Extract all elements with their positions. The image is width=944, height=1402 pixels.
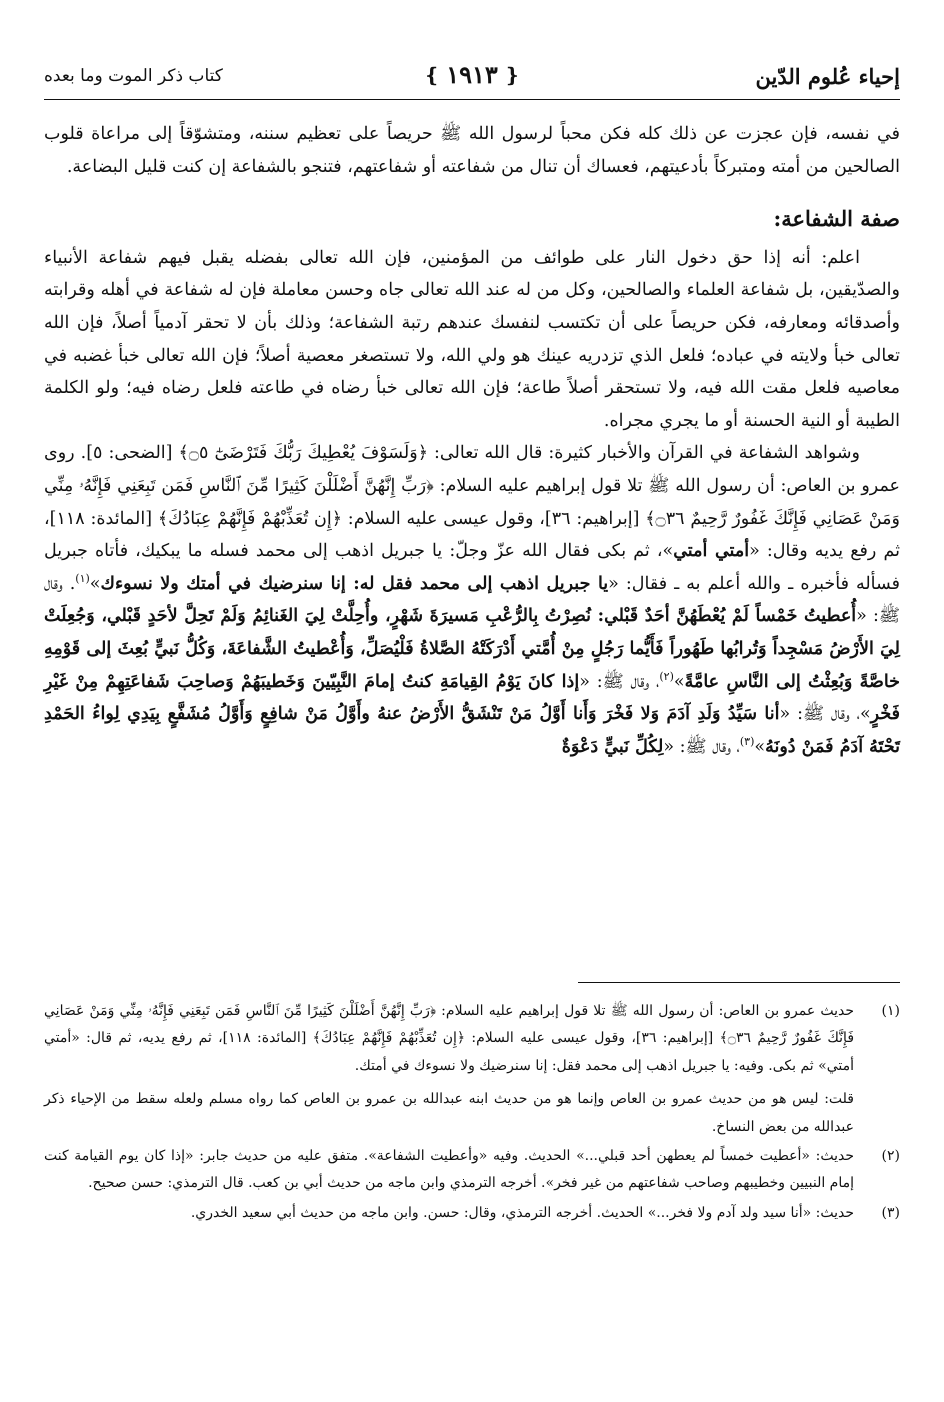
text-run: وشواهد الشفاعة في القرآن والأخبار كثيرة: قال الله تعالى: ﴿وَلَسَوْفَ يُعْطِيكَ رَبُّكَ فَتَرْضَىٰٓ ۝٥﴾ [الضحى: ٥]. روى عمرو بن العاص: أن رسول الله ﷺ تلا قول إبراهيم عليه السلام: ﴿رَبِّ إِنَّهُنَّ أَضْلَلْنَ كَثِيرًا مِّنَ ٱلنَّاسِ فَمَن تَبِعَنِي فَإِنَّهُۥ مِنِّي وَمَنْ عَصَانِي فَإِنَّكَ غَفُورٌ رَّحِيمٌ ۝٣٦﴾ [إبراهيم: ٣٦]، وقول عيسى عليه السلام: ﴿إِن تُعَذِّبْهُمْ فَإِنَّهُمْ عِبَادُكَ﴾ [المائدة: ١١٨]، ثم رفع يديه وقال: « [44,443,901,562]
hadith-quote: أمتي أمتي [673,541,750,562]
footnote-1 [44,998,900,1141]
footnote-3 [44,1200,900,1227]
hadith-quote: لِكُلِّ نَبيٍّ دَعْوَةٌ [561,736,664,757]
footnote-body [44,998,854,1141]
text-run: » [673,671,685,692]
footnote-number: (١) [881,1003,900,1019]
header-divider [44,99,900,100]
footnote-divider [578,982,900,983]
chapter-title: كتاب ذكر الموت وما بعده [44,66,223,86]
page-header [44,56,900,96]
paragraph-evidence [44,437,900,763]
hadith-quote: أنا سَيِّدُ وَلَدِ آدَمَ وَلا فَخْرَ وَأَنا أَوَّلُ مَنْ تَنْشَقُّ الأَرْضُ عنهُ وأَوَّلُ مَنْ شافِعٍ وَأَوَّلُ مُشَفَّعٍ بِيَدِي لِواءُ الحَمْدِ تَحْتَهُ آدَمُ فَمَنْ دُونَهُ [44,704,900,757]
footnote-number: (٢) [881,1148,900,1165]
page-number-ornament [423,60,520,89]
footnote-ref-3[interactable]: (٣) [739,734,755,748]
footnote-text: حديث عمرو بن العاص: أن رسول الله ﷺ تلا قول إبراهيم عليه السلام: ﴿رَبِّ إِنَّهُنَّ أَضْلَلْنَ كَثِيرًا مِّنَ ٱلنَّاسِ فَمَن تَبِعَنِي فَإِنَّهُۥ مِنِّي وَمَنْ عَصَانِي فَإِنَّكَ غَفُورٌ رَّحِيمٌ ۝٣٦﴾ [إبراهيم: ٣٦]، وقول عيسى عليه السلام: ﴿إِن تُعَذِّبْهُمْ فَإِنَّهُمْ عِبَادُكَ﴾ [المائدة: ١١٨]، ثم رفع يديه، ثم قال: «أمتي أمتي» ثم بكى. وفيه: يا جبريل اذهب إلى محمد فقل: إنا سنرضيك ولا نسوءك في أمتك. [44,1003,855,1074]
hadith-quote: أُعطيتُ خَمْساً لَمْ يُعْطَهُنَّ أحَدٌ قَبْلي: نُصِرْتُ بِالرُّعْبِ مَسيرَةَ شَهْرٍ، وأُحِلَّتْ لِيَ الغَنائِمُ وَلَمْ تَحِلَّ لأحَدٍ قَبْلي، وَجُعِلَتْ لِيَ الأَرْضُ مَسْجِداً وَتُرابُها طَهُوراً فَأَيُّما رَجُلٍ مِنْ أُمَّتي أَدْرَكَتْهُ الصَّلاةُ فَلْيُصَلِّ، وَأُعْطيتُ الشَّفاعَةَ، وَكُلُّ نَبيٍّ بُعِثَ إلى قَوْمِهِ خاصَّةً وَبُعِثْتُ إلى النَّاسِ عامَّةً [44,606,900,692]
book-title: إحياء عُلوم الدّين [755,64,900,89]
section-heading: صفة الشفاعة: [773,206,900,232]
footnote-body [44,1200,854,1227]
footnote-note: قلت: ليس هو من حديث عمرو بن العاص وإنما هو من حديث ابنه عبدالله بن عمرو بن العاص كما رواه مسلم ولعله سقط من الإحياء ذكر عبدالله من بعض النساخ. [44,1091,854,1135]
hadith-quote: يا جبريل اذهب إلى محمد فقل له: إنا سنرضيك في أمتك ولا نسوءك [100,573,609,594]
intro-paragraph: في نفسه، فإن عجزت عن ذلك كله فكن محباً لرسول الله ﷺ حريصاً على تعظيم سننه، ومتشوّقاً إلى مراعاة قلوب الصالحين من أمته ومتبركاً بأدعيتهم، فعساك أن تنال من شفاعته أو شفاعتهم، فتنجو بالشفاعة إن كنت قليل البضاعة. [44,124,900,177]
ornament-left-icon: ❵ [423,62,441,87]
footnote-body [44,1143,854,1198]
footnote-text: حديث: «أنا سيد ولد آدم ولا فخر...» الحديث. أخرجه الترمذي، وقال: حسن. وابن ماجه من حديث أبي سعيد الخدري. [190,1204,854,1221]
footnote-2 [44,1143,900,1198]
paragraph-know: اعلم: أنه إذا حق دخول النار على طوائف من المؤمنين، فإن الله تعالى بفضله يقبل فيهم شفاعة الأنبياء والصدّيقين، بل شفاعة العلماء والصالحين، وكل من له عند الله تعالى جاه وحسن معاملة فإن له شفاعة في أهله وقرابته وأصدقائه ومعارفه، فكن حريصاً على أن تكتسب لنفسك عندهم رتبة الشفاعة؛ وذلك بأن لا تحقر آدمياً أصلاً، فإن الله تعالى خبأ ولايته في عباده؛ فلعل الذي تزدريه عينك هو ولي الله، ولا تستصغر معصية أصلاً؛ فإن الله تعالى خبأ غضبه في معاصيه فلعل مقت الله فيه، ولا تستحقر أصلاً طاعة؛ فإن الله تعالى خبأ رضاه في طاعته فلعل رضاه فيه؛ ولو الكلمة الطيبة أو النية الحسنة أو ما يجري مجراه. [44,247,900,431]
footnote-ref-1[interactable]: (١) [75,571,90,585]
document-page [44,0,900,1402]
text-run: »، وقال ﷺ: « [779,704,871,725]
footnote-ref-2[interactable]: (٢) [659,669,674,683]
footnote-number: (٣) [881,1204,900,1221]
text-run: ، وقال ﷺ: « [579,671,660,692]
ornament-right-icon: ❴ [503,62,521,87]
text-run: . وقال ﷺ: « [44,573,900,627]
text-run: » [754,736,766,757]
text-run: ، وقال ﷺ: « [663,736,740,757]
footnotes [44,998,900,1229]
footnote-text: حديث: «أعطيت خمساً لم يعطهن أحد قبلي...» الحديث. وفيه «وأعطيت الشفاعة». متفق عليه من حديث جابر: «إذا كان يوم القيامة كنت إمام النبيين وخطيبهم وصاحب شفاعتهم من غير فخر». أخرجه الترمذي وابن ماجه من حديث أبي بن كعب. قال الترمذي: حسن صحيح. [44,1148,854,1192]
main-text [44,118,900,763]
text-run: » [89,573,101,594]
hadith-quote: إذا كانَ يَوْمُ القِيامَةِ كنتُ إمامَ النَّبِيّينَ وَخَطيبَهُمْ وَصاحِبَ شَفاعَتِهِمْ مِنْ غَيْرِ فَخْرٍ [44,671,900,725]
page-number: ١٩١٣ [446,60,498,89]
text-run: »، ثم بكى فقال الله عزّ وجلّ: يا جبريل اذهب إلى محمد فسله ما يبكيك، فأتاه جبريل فسأله فأخبره ـ والله أعلم به ـ فقال: « [44,541,900,594]
